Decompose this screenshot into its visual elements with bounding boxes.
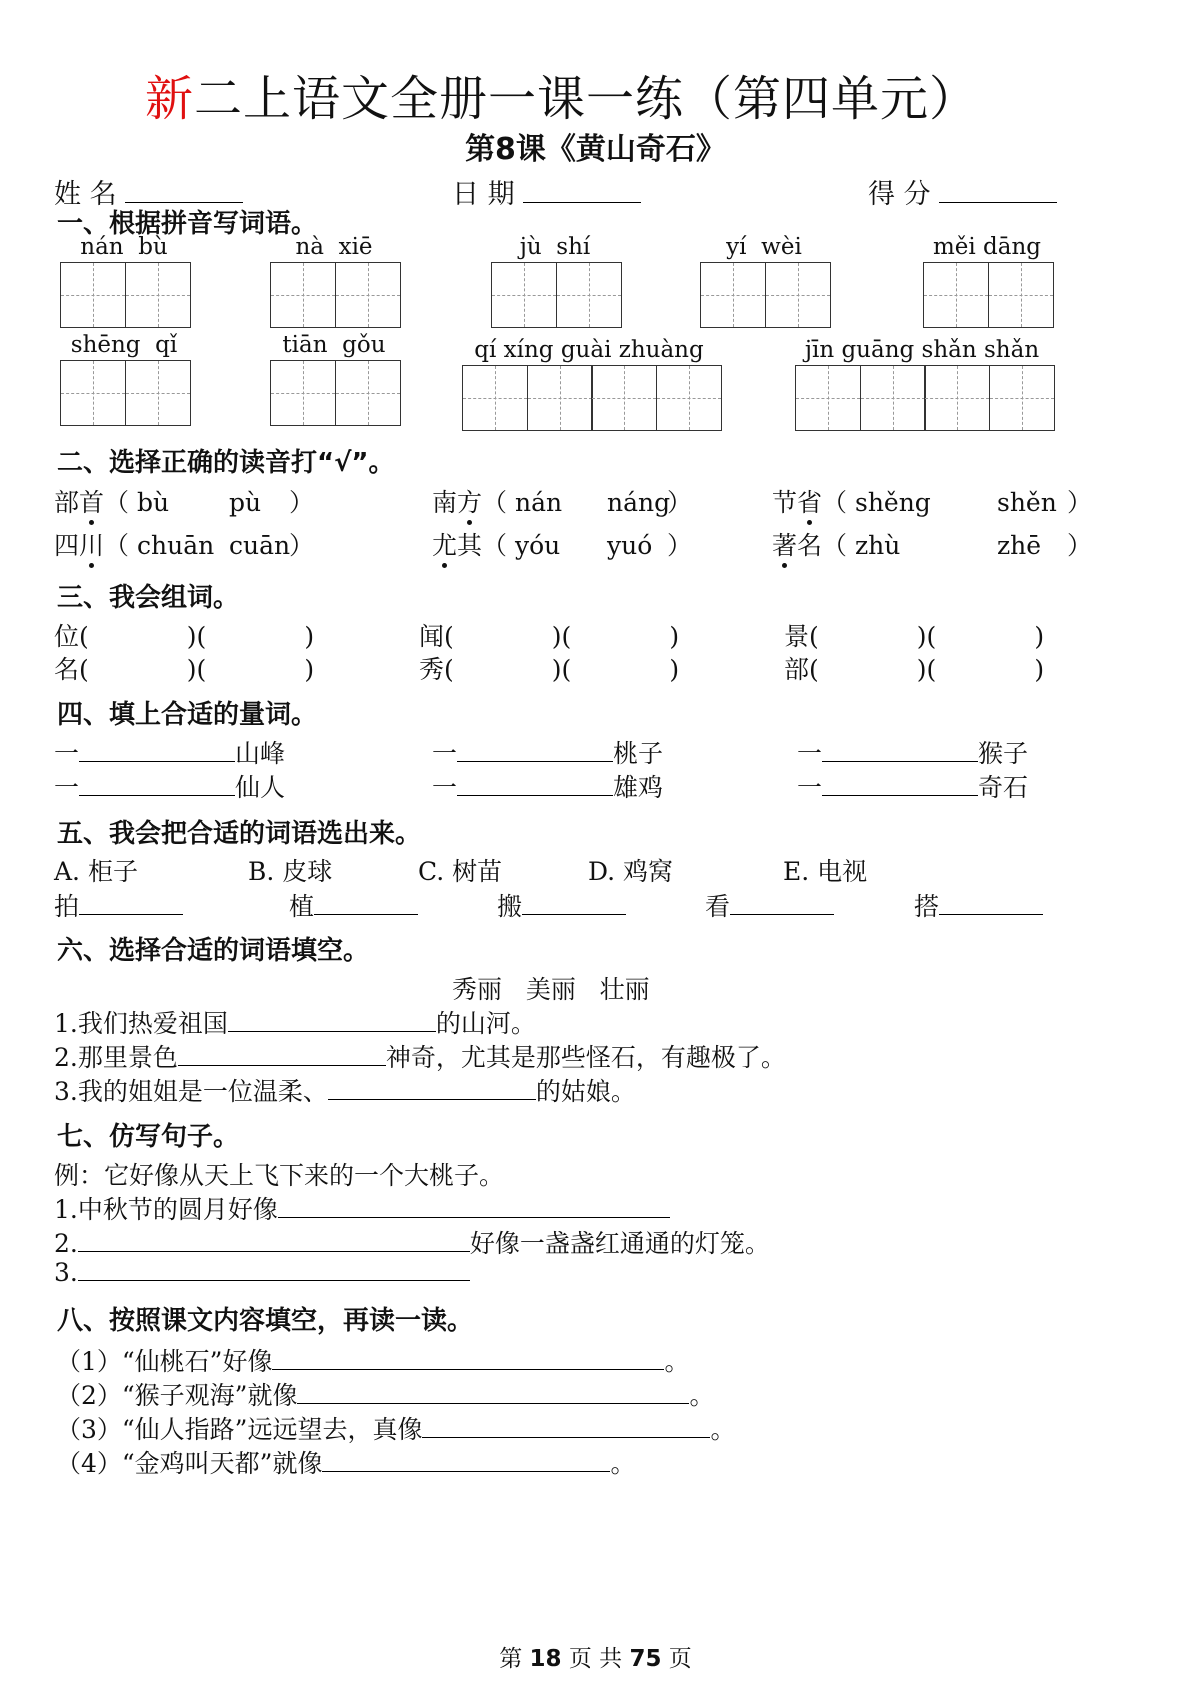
- verb: 拍: [54, 892, 80, 921]
- writing-box-group[interactable]: [462, 365, 722, 431]
- pinyin-label: jù shí: [519, 234, 591, 260]
- noun: 桃子: [613, 739, 664, 768]
- pronunciation-item: 南方（ nán náng）: [432, 483, 692, 519]
- s8-blank-3[interactable]: [422, 1437, 710, 1438]
- name-label: 姓 名: [54, 179, 117, 210]
- s7-blank-3[interactable]: [78, 1280, 470, 1281]
- option-a[interactable]: bù: [136, 488, 170, 517]
- word-bank: 秀丽 美丽 壮丽: [452, 975, 650, 1004]
- noun: 仙人: [235, 773, 286, 802]
- verb-item: [705, 887, 834, 923]
- s8-question-2: （2）“猴子观海”就像 。: [56, 1381, 715, 1410]
- writing-box[interactable]: [556, 262, 622, 328]
- dotted-char: 首: [79, 483, 104, 519]
- word: 尤其: [432, 531, 482, 560]
- date-field[interactable]: [452, 172, 641, 211]
- writing-box[interactable]: [591, 365, 657, 431]
- option-b[interactable]: pù: [228, 488, 262, 517]
- base-char: 位: [54, 622, 80, 651]
- verb-blank[interactable]: [939, 914, 1043, 915]
- writing-box-group[interactable]: [60, 262, 191, 328]
- s7-question-3: 3.: [54, 1258, 470, 1287]
- verb: 搬: [497, 892, 523, 921]
- writing-box[interactable]: [988, 262, 1054, 328]
- word-option: C. 树苗: [418, 857, 503, 886]
- pinyin-label: shēng qǐ: [70, 332, 178, 358]
- writing-box[interactable]: [125, 262, 191, 328]
- measure-word-item: 一 猴子: [797, 739, 1029, 768]
- writing-box[interactable]: [795, 365, 861, 431]
- section-8-heading: 八、按照课文内容填空，再读一读。: [57, 1306, 474, 1336]
- word: 南方: [432, 488, 482, 517]
- option-b[interactable]: zhē: [996, 531, 1042, 560]
- writing-box[interactable]: [270, 262, 336, 328]
- writing-box[interactable]: [335, 262, 401, 328]
- section-5-heading: 五、我会把合适的词语选出来。: [57, 819, 422, 849]
- word-building-item: 景( )( ): [784, 622, 1045, 651]
- section-7-heading: 七、仿写句子。: [57, 1122, 240, 1152]
- writing-box-group[interactable]: [60, 360, 191, 426]
- writing-box[interactable]: [60, 360, 126, 426]
- verb: 看: [705, 892, 731, 921]
- title-rest: 二上语文全册一课一练（第四单元）: [194, 71, 979, 127]
- writing-box-group[interactable]: [700, 262, 831, 328]
- noun: 雄鸡: [613, 773, 664, 802]
- measure-word-item: 一 奇石: [797, 773, 1029, 802]
- s8-question-4: （4）“金鸡叫天都”就像 。: [56, 1449, 636, 1478]
- option-b[interactable]: shěn: [996, 488, 1057, 517]
- measure-blank[interactable]: [822, 795, 978, 796]
- measure-blank[interactable]: [79, 795, 235, 796]
- s8-question-3: （3）“仙人指路”远远望去，真像 。: [56, 1415, 736, 1444]
- section-4-heading: 四、填上合适的量词。: [57, 700, 318, 730]
- pinyin-label: měi dāng: [932, 234, 1042, 260]
- page-footer: 第 18 页 共 75 页: [499, 1646, 692, 1672]
- section-6-heading: 六、选择合适的词语填空。: [57, 936, 370, 966]
- verb-item: [497, 887, 626, 923]
- word: 四川: [54, 531, 104, 560]
- section-2-heading: 二、选择正确的读音打“√”。: [57, 448, 395, 478]
- verb-blank[interactable]: [730, 914, 834, 915]
- measure-blank[interactable]: [457, 761, 613, 762]
- s7-example: 例：它好像从天上飞下来的一个大桃子。: [54, 1161, 505, 1190]
- verb: 植: [289, 892, 315, 921]
- page-title: [145, 60, 978, 129]
- verb-item: [289, 887, 418, 923]
- writing-box[interactable]: [989, 365, 1055, 431]
- measure-word-item: 一 山峰: [54, 739, 286, 768]
- dotted-char: 省: [797, 483, 822, 519]
- dotted-char: 方: [457, 483, 482, 519]
- score-label: 得 分: [868, 179, 931, 210]
- pinyin-label: nà xiē: [295, 234, 373, 260]
- section-1-heading: 一、根据拼音写词语。: [57, 209, 318, 239]
- measure-blank[interactable]: [457, 795, 613, 796]
- word: 节省: [772, 488, 822, 517]
- measure-blank[interactable]: [79, 761, 235, 762]
- total-pages: 75: [629, 1646, 662, 1672]
- noun: 猴子: [978, 739, 1029, 768]
- title-first-char: 新: [145, 71, 195, 127]
- word: 著名: [772, 531, 822, 560]
- word-building-item: 秀( )( ): [419, 655, 680, 684]
- word-building-item: 闻( )( ): [419, 622, 680, 651]
- s6-question-1: 1.我们热爱祖国 的山河。: [54, 1009, 536, 1038]
- measure-word-item: 一 桃子: [432, 739, 664, 768]
- pinyin-label: jīn guāng shǎn shǎn: [804, 337, 1040, 363]
- word-option: A. 柜子: [54, 857, 138, 886]
- noun: 奇石: [978, 773, 1029, 802]
- writing-box-group[interactable]: [270, 360, 401, 426]
- writing-box-group[interactable]: [491, 262, 622, 328]
- word-option: B. 皮球: [248, 857, 333, 886]
- score-field[interactable]: [868, 172, 1057, 211]
- dotted-char: 川: [79, 526, 104, 562]
- pinyin-label: nán bù: [80, 234, 168, 260]
- s6-question-3: 3.我的姐姐是一位温柔、 的姑娘。: [54, 1077, 636, 1106]
- option-a[interactable]: yóu: [514, 531, 561, 560]
- measure-word-item: 一 仙人: [54, 773, 286, 802]
- s7-question-1: 1.中秋节的圆月好像: [54, 1190, 670, 1226]
- writing-box[interactable]: [125, 360, 191, 426]
- pronunciation-item: 部首（ bù pù ）: [54, 483, 314, 519]
- word-option: E. 电视: [783, 857, 868, 886]
- verb: 搭: [914, 892, 940, 921]
- option-a[interactable]: chuān: [136, 531, 215, 560]
- pronunciation-item: 著名（ zhù zhē ）: [772, 526, 1092, 562]
- pinyin-label: yí wèi: [726, 234, 802, 260]
- s7-blank-2[interactable]: [78, 1251, 470, 1252]
- word-building-item: 位( )( ): [54, 622, 315, 651]
- verb-blank[interactable]: [314, 914, 418, 915]
- writing-box[interactable]: [923, 262, 989, 328]
- dotted-char: 著: [772, 526, 797, 562]
- verb-item: [914, 887, 1043, 923]
- word-option: D. 鸡窝: [588, 857, 674, 886]
- writing-box-group[interactable]: [795, 365, 1055, 431]
- s6-blank-1[interactable]: [228, 1031, 436, 1032]
- s6-question-2: 2.那里景色 神奇，尤其是那些怪石，有趣极了。: [54, 1043, 786, 1072]
- option-b[interactable]: náng: [606, 488, 671, 517]
- writing-box[interactable]: [924, 365, 990, 431]
- writing-box[interactable]: [462, 365, 528, 431]
- s7-blank-1[interactable]: [278, 1217, 670, 1218]
- s8-blank-4[interactable]: [322, 1471, 610, 1472]
- s6-blank-2[interactable]: [178, 1065, 386, 1066]
- writing-box[interactable]: [335, 360, 401, 426]
- pinyin-label: tiān gǒu: [282, 332, 386, 358]
- base-char: 景: [784, 622, 810, 651]
- writing-box-group[interactable]: [270, 262, 401, 328]
- writing-box[interactable]: [527, 365, 593, 431]
- s8-blank-2[interactable]: [297, 1403, 689, 1404]
- noun: 山峰: [235, 739, 286, 768]
- s7-question-2: 2. 好像一盏盏红通通的灯笼。: [54, 1229, 770, 1258]
- page-number: 18: [529, 1646, 562, 1672]
- option-b[interactable]: yuó: [606, 531, 653, 560]
- section-3-heading: 三、我会组词。: [57, 583, 240, 613]
- dotted-char: 尤: [432, 526, 457, 562]
- verb-blank[interactable]: [79, 914, 183, 915]
- date-label: 日 期: [452, 179, 515, 210]
- s6-blank-3[interactable]: [328, 1099, 536, 1100]
- verb-item: [54, 887, 183, 923]
- writing-box-group[interactable]: [923, 262, 1054, 328]
- base-char: 闻: [419, 622, 445, 651]
- pronunciation-item: 四川（ chuān cuān）: [54, 526, 314, 562]
- option-b[interactable]: cuān: [228, 531, 291, 560]
- pronunciation-item: 尤其（ yóu yuó ）: [432, 526, 692, 562]
- writing-box[interactable]: [656, 365, 722, 431]
- word-building-item: 名( )( ): [54, 655, 315, 684]
- measure-word-item: 一 雄鸡: [432, 773, 664, 802]
- word: 部首: [54, 488, 104, 517]
- pronunciation-item: 节省（ shěng shěn ）: [772, 483, 1092, 519]
- verb-blank[interactable]: [522, 914, 626, 915]
- writing-box[interactable]: [270, 360, 336, 426]
- writing-box[interactable]: [765, 262, 831, 328]
- writing-box[interactable]: [491, 262, 557, 328]
- writing-box[interactable]: [860, 365, 926, 431]
- base-char: 名: [54, 655, 80, 684]
- word-building-item: 部( )( ): [784, 655, 1045, 684]
- option-a[interactable]: shěng: [854, 488, 931, 517]
- base-char: 部: [784, 655, 810, 684]
- s8-question-1: （1）“仙桃石”好像 。: [56, 1347, 690, 1376]
- option-a[interactable]: nán: [514, 488, 563, 517]
- base-char: 秀: [419, 655, 445, 684]
- lesson-subtitle: 第8课《黄山奇石》: [465, 132, 726, 167]
- writing-box[interactable]: [60, 262, 126, 328]
- writing-box[interactable]: [700, 262, 766, 328]
- pinyin-label: qí xíng guài zhuàng: [474, 337, 704, 363]
- option-a[interactable]: zhù: [854, 531, 901, 560]
- s8-blank-1[interactable]: [272, 1369, 664, 1370]
- measure-blank[interactable]: [822, 761, 978, 762]
